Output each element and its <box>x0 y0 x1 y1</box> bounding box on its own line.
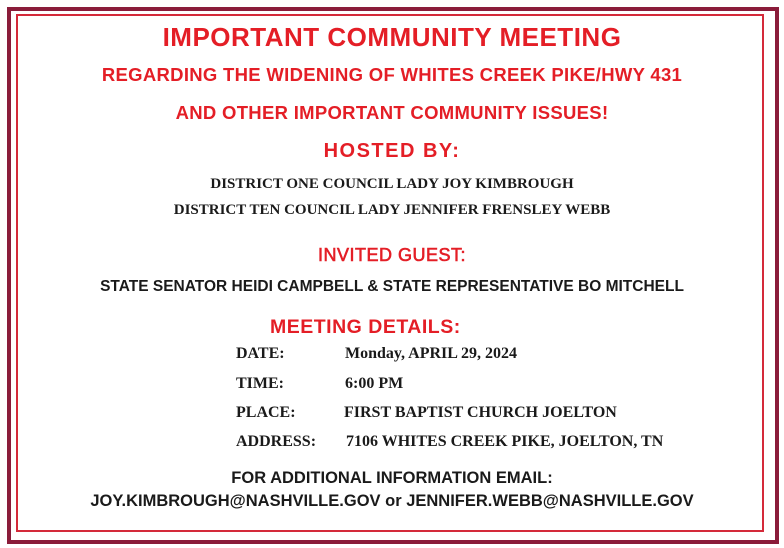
subtitle-line-2: AND OTHER IMPORTANT COMMUNITY ISSUES! <box>175 102 609 123</box>
invited-guest-heading: INVITED GUEST: <box>317 245 467 265</box>
host-1: DISTRICT ONE COUNCIL LADY JOY KIMBROUGH <box>210 176 574 192</box>
date-value: Monday, APRIL 29, 2024 <box>345 345 518 362</box>
date-label: DATE: <box>236 345 285 362</box>
place-row <box>236 404 756 426</box>
contact-line: FOR ADDITIONAL INFORMATION EMAIL: <box>231 469 553 487</box>
flyer-title: IMPORTANT COMMUNITY MEETING <box>162 22 622 52</box>
address-row <box>236 433 756 455</box>
host-2: DISTRICT TEN COUNCIL LADY JENNIFER FRENSLEY WEBB <box>173 202 611 218</box>
date-row <box>236 345 756 367</box>
address-value: 7106 WHITES CREEK PIKE, JOELTON, TN <box>346 433 664 450</box>
place-value: FIRST BAPTIST CHURCH JOELTON <box>344 404 617 421</box>
contact-emails: JOY.KIMBROUGH@NASHVILLE.GOV or JENNIFER.WEBB@NASHVILLE.GOV <box>90 492 694 510</box>
place-label: PLACE: <box>236 404 296 421</box>
time-value: 6:00 PM <box>345 375 404 392</box>
hosted-by-heading: HOSTED BY: <box>323 140 461 162</box>
subtitle-line-1: REGARDING THE WIDENING OF WHITES CREEK PIKE/HWY 431 <box>101 64 683 85</box>
address-label: ADDRESS: <box>236 433 317 450</box>
time-row <box>236 375 756 397</box>
meeting-details-heading: MEETING DETAILS: <box>270 316 461 338</box>
invited-guests: STATE SENATOR HEIDI CAMPBELL & STATE REPRESENTATIVE BO MITCHELL <box>100 278 684 295</box>
time-label: TIME: <box>236 375 284 392</box>
